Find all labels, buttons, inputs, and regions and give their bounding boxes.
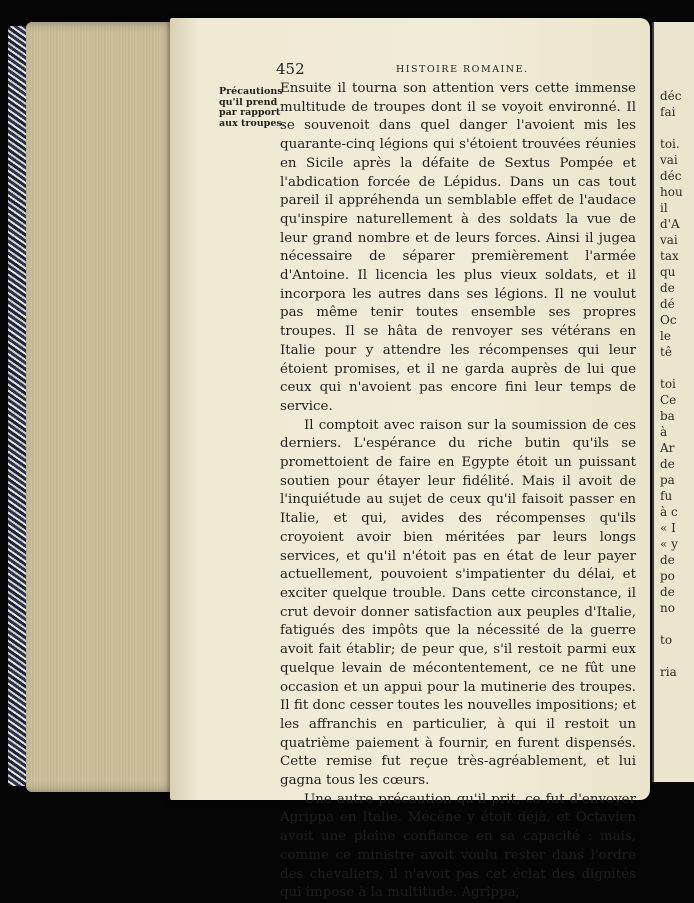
margin-note-line: qu'il prend	[219, 96, 278, 108]
body-text	[280, 80, 636, 903]
facing-page-fragment: à	[660, 425, 668, 439]
facing-page-fragment	[654, 616, 694, 632]
facing-page-fragment: il	[660, 201, 668, 215]
facing-page-fragment: dé	[660, 297, 675, 311]
paragraph-3: Une autre précaution qu'il prit, ce fut d'envoyer Agrippa en Italie. Mécène y étoit déjà, et Octavien avoit une pleine confiance en sa capacité : mais, comme ce ministre avoit voulu rester dans l'ordre des chevaliers, il n'avoit pas cet éclat des dignités qui impose à la multitude. Agrippa,	[280, 791, 636, 901]
facing-page-fragment: no	[660, 601, 675, 615]
facing-page-fragment: « I	[660, 521, 676, 535]
facing-page-fragment: pa	[660, 473, 675, 487]
facing-page-fragment: ria	[660, 665, 677, 679]
facing-page-fragment: fu	[660, 489, 673, 503]
facing-page-fragment: po	[660, 569, 675, 583]
running-title: HISTOIRE ROMAINE.	[396, 64, 529, 75]
paragraph-1: Ensuite il tourna son attention vers cette immense multitude de troupes dont il se voyoit environné. Il se souvenoit dans quel danger l'avoient mis les quarante-cinq légions qui s'étoient trouvées réunies en Sicile après la défaite de Sextus Pompée et l'abdication forcée de Lépidus. Dans un cas tout pareil il appréhenda un semblable effet de l'audace qu'inspire naturellement à des soldats la vue de leur grand nombre et de leurs forces. Ainsi il jugea nécessaire de séparer premièrement l'armée d'Antoine. Il licencia les plus vieux soldats, et il incorpora les autres dans ses légions. Il ne voulut pas même tenir toutes ensemble ses propres troupes. Il se hâta de renvoyer ses vétérans en Italie pour y attendre les récompenses qui leur étoient promises, et il ne garda auprès de lui que ceux qui n'avoient pas encore fini leur temps de service.	[280, 81, 636, 414]
facing-page-fragment: de	[660, 281, 675, 295]
facing-page-fragment: toi.	[660, 137, 680, 151]
margin-note-line: aux troupes.	[219, 117, 286, 129]
facing-page-fragment: de	[660, 553, 675, 567]
facing-page-fragment: vai	[660, 153, 678, 167]
page-header	[276, 60, 636, 80]
facing-page-fragment: ba	[660, 409, 675, 423]
facing-page-fragment: Ar	[660, 441, 675, 455]
facing-page-fragment	[654, 120, 694, 136]
facing-page-fragment: to	[660, 633, 673, 647]
facing-page-fragment: qu	[660, 265, 676, 279]
facing-page-fragment: de	[660, 585, 675, 599]
facing-page-fragment: toi	[660, 377, 676, 391]
facing-page-fragment	[654, 360, 694, 376]
facing-page-fragment: d'A	[660, 217, 680, 231]
facing-page-edge	[652, 22, 694, 782]
facing-page-fragment: « y	[660, 537, 678, 551]
facing-page-fragment: hou	[660, 185, 683, 199]
facing-page-fragment: déc	[660, 89, 682, 103]
facing-page-fragment: de	[660, 457, 675, 471]
facing-page-fragment: Oc	[660, 313, 677, 327]
margin-note-line: par rapport	[219, 107, 281, 118]
facing-page-fragment: vai	[660, 233, 678, 247]
paragraph-2: Il comptoit avec raison sur la soumission de ces derniers. L'espérance du riche butin qu'ils se promettoient de faire en Egypte étoit un puissant soutien pour étayer leur fidélité. Mais il avoit de l'inquiétude au sujet de ceux qu'il faisoit passer en Italie, et qui, avides des récompenses qu'ils croyoient avoir bien méritées par leurs longs services, et qu'il n'étoit pas en état de leur payer actuellement, pouvoient s'impatienter du délai, et exciter quelque trouble. Dans cette circonstance, il crut devoir donner satisfaction aux peuples d'Italie, fatigués des impôts que la nécessité de la guerre avoit fait établir; de peur que, s'il restoit parmi eux quelque levain de mécontentement, ce ne fût une occasion et un appui pour la mutinerie des troupes. Il fit donc cesser toutes les nouvelles impositions; et les affranchis en particulier, à qui il restoit un quatrième paiement à fournir, en furent dispensés. Cette remise fut reçue très-agréablement, et lui gagna tous les cœurs.	[280, 417, 636, 789]
facing-page-fragment: tê	[660, 345, 672, 359]
facing-page-fragment: déc	[660, 169, 682, 183]
page-number: 452	[276, 60, 305, 78]
facing-page-fragment: fai	[660, 105, 676, 119]
margin-note-line: Précautions	[219, 86, 283, 97]
page-block-edge	[26, 22, 178, 792]
facing-page-fragment: Ce	[660, 393, 677, 407]
margin-note	[219, 86, 286, 129]
facing-page-fragment	[654, 648, 694, 664]
facing-page-fragment: tax	[660, 249, 679, 263]
facing-page-fragment: le	[660, 329, 671, 343]
facing-page-fragment: à c	[660, 505, 678, 519]
